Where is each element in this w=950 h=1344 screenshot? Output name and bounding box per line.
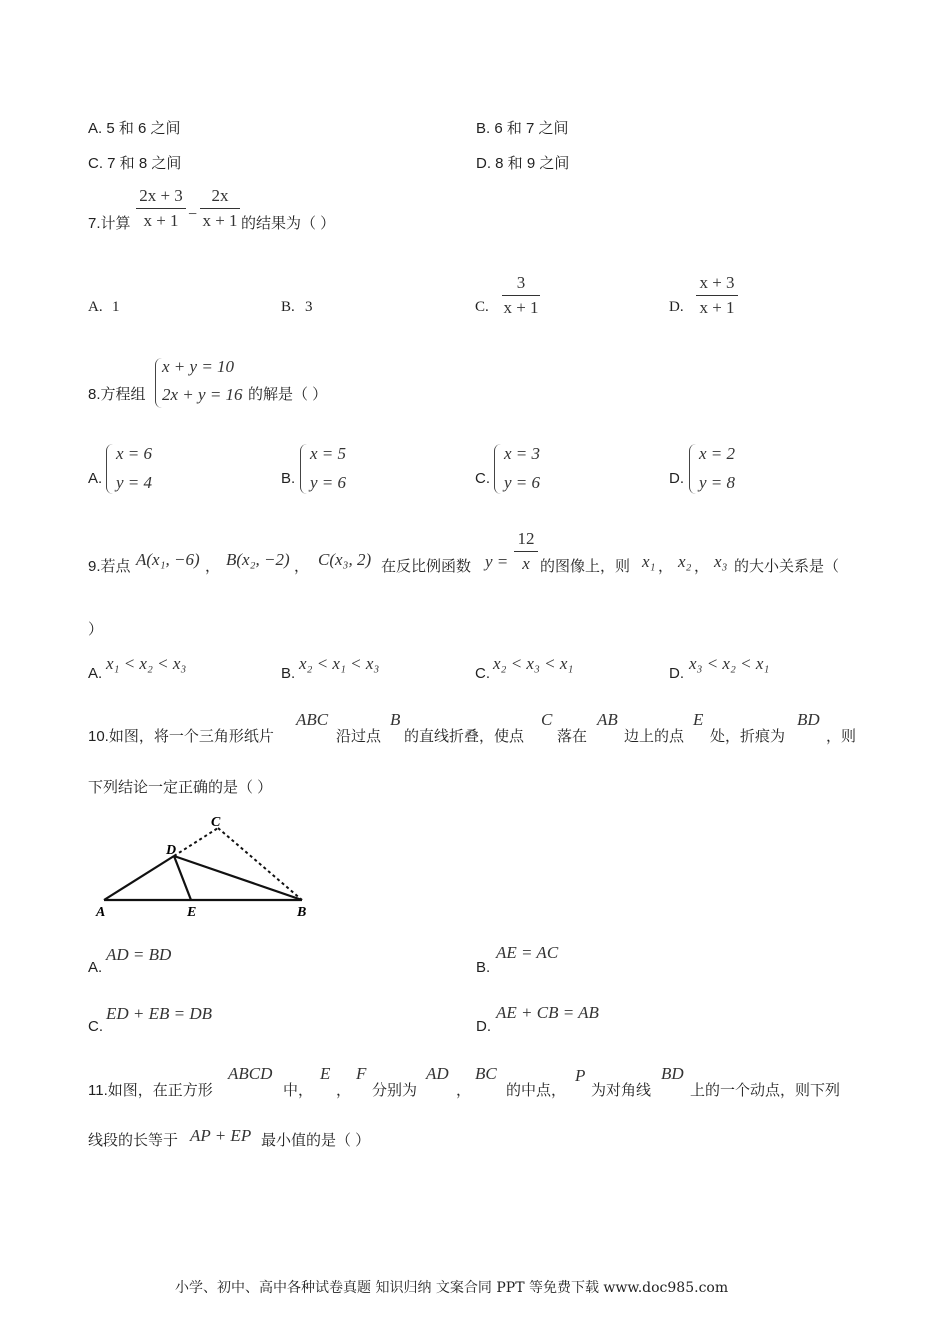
q9-comma-2: ，	[294, 558, 310, 575]
q9-option-d-label: D.	[669, 665, 684, 682]
fig-segment-cb	[218, 828, 302, 900]
q9-x2: x₂	[678, 552, 692, 571]
q7-frac1-numerator: 2x + 3	[139, 186, 183, 205]
q8-brace	[155, 358, 162, 408]
q9-option-b-label: B.	[281, 665, 296, 682]
q8-option-c-label: C.	[475, 470, 490, 487]
q9-fraction-denominator: x	[522, 554, 530, 573]
q7-option-d-label: D.	[669, 299, 684, 315]
q8-option-b-brace	[300, 444, 307, 494]
q11-text-1: 11.如图，在正方形	[88, 1082, 213, 1099]
q9-text-then: 的图像上，则	[540, 558, 631, 575]
q10-option-a-expr: AD = BD	[106, 945, 172, 964]
q10-text-3: 的直线折叠，使点	[404, 728, 525, 745]
q8-option-a-line2: y = 4	[116, 473, 153, 492]
q7-option-c-denominator: x + 1	[503, 298, 539, 317]
q11-text-5: 为对角线	[591, 1082, 652, 1099]
q11-comma-1: ，	[336, 1082, 352, 1099]
q9-option-d-expr: x₃ < x₂ < x₁	[689, 654, 770, 673]
q8-option-d-brace	[689, 444, 696, 494]
q6-option-b: B. 6 和 7 之间	[476, 120, 569, 137]
fig-label-e: E	[187, 905, 197, 920]
fig-segment-db	[174, 856, 302, 900]
q8-option-d-line1: x = 2	[699, 444, 736, 463]
q10-option-b-label: B.	[476, 959, 491, 976]
fig-label-a: A	[96, 905, 106, 920]
q9-point-c: C(x₃, 2)	[318, 550, 372, 569]
q9-option-c-expr: x₂ < x₃ < x₁	[493, 654, 574, 673]
q6-option-a: A. 5 和 6 之间	[88, 120, 181, 137]
q7-option-b-label: B.	[281, 299, 295, 315]
q7-option-a-value: 1	[112, 299, 120, 315]
q8-option-a-label: A.	[88, 470, 103, 487]
q11-bd: BD	[661, 1064, 684, 1083]
q10-b: B	[390, 710, 401, 729]
q10-bd: BD	[797, 710, 820, 729]
q10-option-c-expr: ED + EB = DB	[106, 1004, 213, 1023]
q10-option-a-label: A.	[88, 959, 103, 976]
q11-bc: BC	[475, 1064, 497, 1083]
q9-option-c-label: C.	[475, 665, 490, 682]
q11-line-2a: 线段的长等于	[88, 1132, 179, 1149]
q8-equation-1: x + y = 10	[162, 357, 235, 376]
q7-option-c-label: C.	[475, 299, 489, 315]
q9-option-a-label: A.	[88, 665, 103, 682]
q9-point-b: B(x₂, −2)	[226, 550, 290, 569]
q11-e: E	[320, 1064, 331, 1083]
q8-option-c-brace	[494, 444, 501, 494]
q6-option-d: D. 8 和 9 之间	[476, 155, 570, 172]
q7-option-c-fraction	[502, 272, 540, 319]
q9-text-function: 在反比例函数	[381, 558, 472, 575]
q11-text-6: 上的一个动点，则下列	[690, 1082, 841, 1099]
q7-fraction-1	[136, 185, 186, 232]
q9-function-fraction	[514, 528, 538, 575]
q11-ad: AD	[426, 1064, 449, 1083]
q11-line-2b: 最小值的是（ ）	[261, 1132, 371, 1149]
q9-x1: x₁	[642, 552, 656, 571]
q7-option-a-label: A.	[88, 299, 103, 315]
q7-frac2-numerator: 2x	[211, 186, 229, 205]
q11-text-3: 分别为	[372, 1082, 418, 1099]
q10-text-4: 落在	[557, 728, 588, 745]
q10-option-d-expr: AE + CB = AB	[496, 1003, 599, 1022]
q11-p: P	[575, 1066, 586, 1085]
q9-close-paren: ）	[88, 621, 104, 638]
q8-equation-2: 2x + y = 16	[162, 385, 243, 404]
q7-fraction-2	[200, 185, 240, 232]
page-footer: 小学、初中、高中各种试卷真题 知识归纳 文案合同 PPT 等免费下载 www.doc985.com	[175, 1280, 729, 1296]
q11-f: F	[356, 1064, 367, 1083]
q8-option-b-line2: y = 6	[310, 473, 347, 492]
q9-option-b-expr: x₂ < x₁ < x₃	[299, 654, 380, 673]
q10-c: C	[541, 710, 553, 729]
q9-comma-3: ，	[658, 558, 674, 575]
q8-option-d-label: D.	[669, 470, 684, 487]
q11-expression: AP + EP	[190, 1126, 252, 1145]
q8-option-a-brace	[106, 444, 113, 494]
q10-line-2: 下列结论一定正确的是（ ）	[88, 779, 273, 796]
q10-abc: ABC	[296, 710, 329, 729]
q10-text-5: 边上的点	[624, 728, 685, 745]
q7-option-d-denominator: x + 1	[699, 298, 735, 317]
q10-text-7: ，则	[826, 728, 857, 745]
q10-text-1: 10.如图，将一个三角形纸片	[88, 728, 274, 745]
q8-option-b-label: B.	[281, 470, 296, 487]
q9-tail: 的大小关系是（	[734, 558, 840, 575]
q8-option-c-line1: x = 3	[504, 444, 541, 463]
q7-prefix: 7.计算	[88, 215, 131, 232]
q11-text-4: 的中点，	[506, 1082, 567, 1099]
q10-option-c-label: C.	[88, 1018, 103, 1035]
q7-frac1-denominator: x + 1	[143, 211, 179, 230]
q8-option-a-line1: x = 6	[116, 444, 153, 463]
fig-label-d: D	[166, 843, 177, 858]
q7-option-b-value: 3	[305, 299, 313, 315]
fig-label-c: C	[211, 815, 221, 830]
q9-option-a-expr: x₁ < x₂ < x₃	[106, 654, 187, 673]
fig-segment-ad	[104, 856, 174, 900]
q11-comma-2: ，	[456, 1082, 472, 1099]
q9-point-a: A(x₁, −6)	[136, 550, 200, 569]
q10-option-d-label: D.	[476, 1018, 491, 1035]
q10-text-2: 沿过点	[336, 728, 382, 745]
q11-abcd: ABCD	[228, 1064, 273, 1083]
q10-ab: AB	[597, 710, 618, 729]
q7-option-d-fraction	[696, 272, 738, 319]
q9-x3: x₃	[714, 552, 728, 571]
q9-prefix: 9.若点	[88, 558, 131, 575]
fig-label-b: B	[297, 905, 307, 920]
q7-suffix: 的结果为（ ）	[241, 215, 336, 232]
q7-option-c-numerator: 3	[516, 273, 526, 292]
fig-segment-de	[174, 856, 191, 900]
q10-triangle-figure	[90, 810, 320, 925]
q9-fraction-numerator: 12	[517, 529, 535, 548]
q7-frac2-denominator: x + 1	[202, 211, 238, 230]
q10-text-6: 处，折痕为	[710, 728, 786, 745]
q8-option-d-line2: y = 8	[699, 473, 736, 492]
q11-text-2: 中，	[283, 1082, 314, 1099]
q7-minus: −	[188, 206, 198, 223]
q8-option-b-line1: x = 5	[310, 444, 347, 463]
fig-segment-dc	[174, 828, 218, 856]
q8-prefix: 8.方程组	[88, 386, 146, 403]
q10-option-b-expr: AE = AC	[496, 943, 559, 962]
q9-comma-4: ，	[694, 558, 710, 575]
q8-option-c-line2: y = 6	[504, 473, 541, 492]
q9-function-lhs: y =	[485, 552, 509, 571]
q8-suffix: 的解是（ ）	[248, 386, 328, 403]
q9-comma-1: ，	[205, 558, 221, 575]
q6-option-c: C. 7 和 8 之间	[88, 155, 182, 172]
q7-option-d-numerator: x + 3	[699, 273, 735, 292]
q10-e: E	[693, 710, 704, 729]
